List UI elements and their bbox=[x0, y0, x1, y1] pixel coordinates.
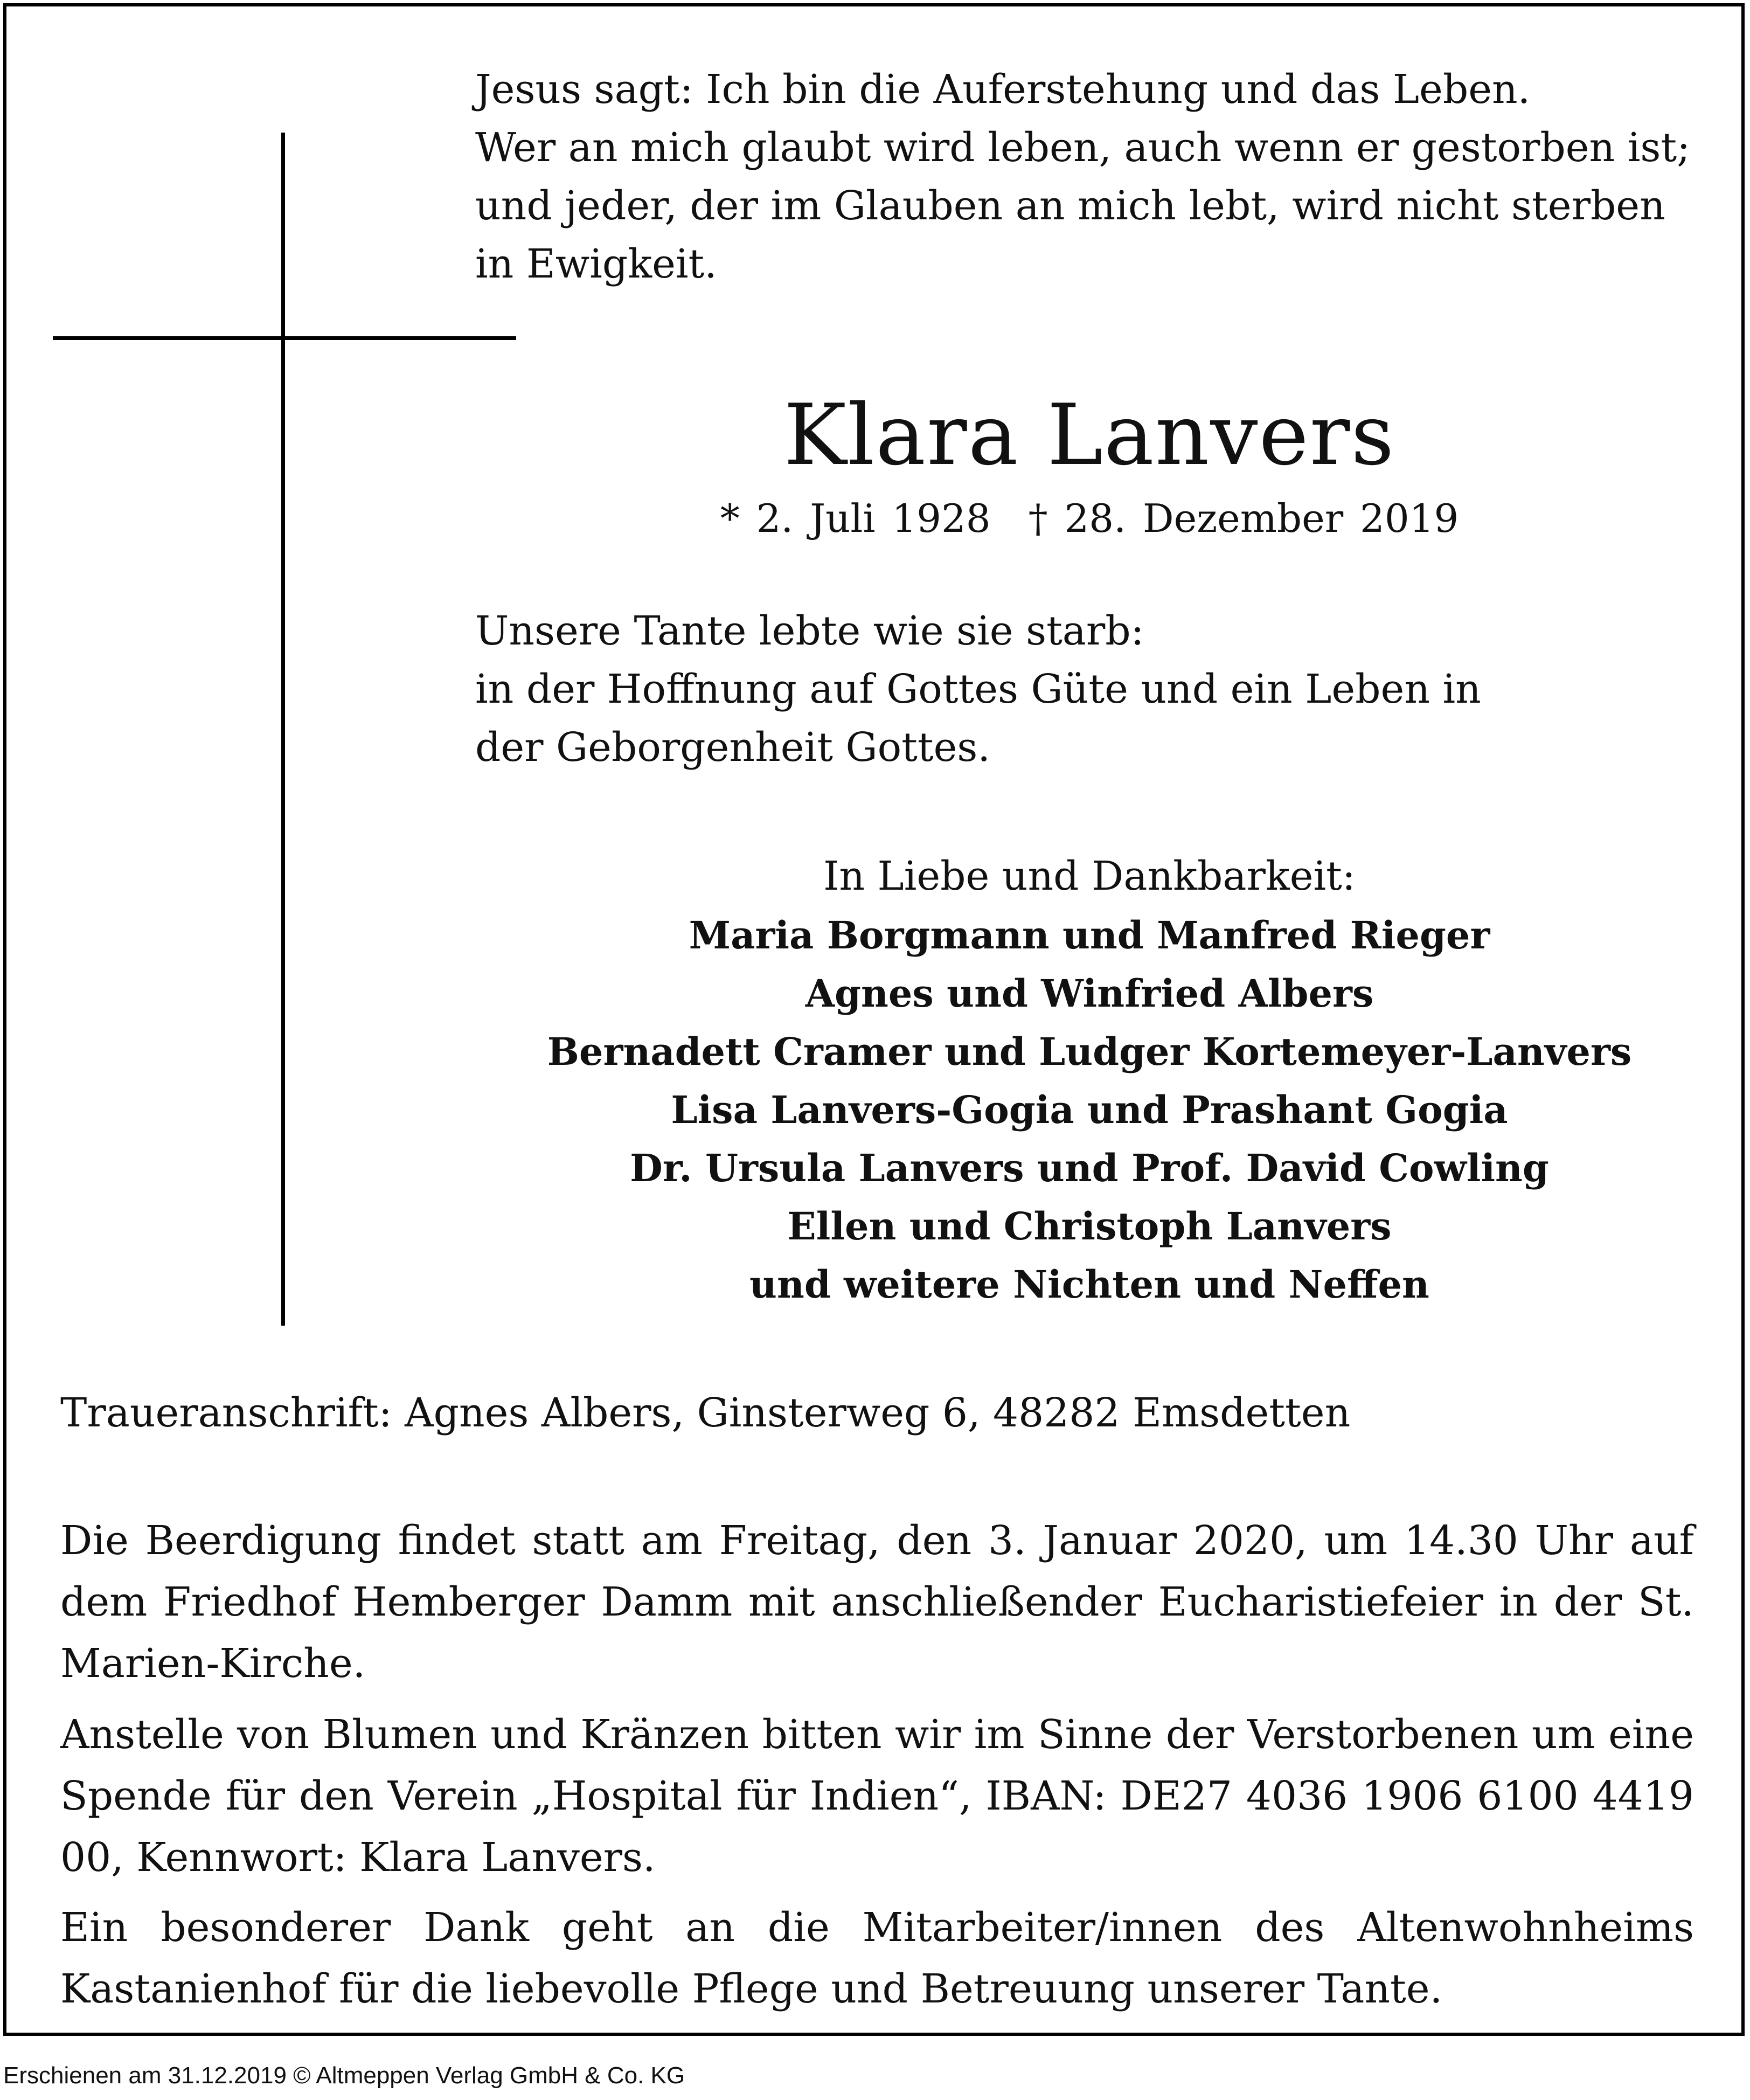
acknowledgement: Ein besonderer Dank geht an die Mitarbeiter/innen des Altenwohnheims Kastanienhof für die liebevolle Pflege und Betreuung unserer Tante. bbox=[60, 1904, 1694, 2012]
mourner-name: Lisa Lanvers-Gogia und Prashant Gogia bbox=[671, 1087, 1508, 1132]
birth-date: * 2. Juli 1928 bbox=[720, 496, 991, 541]
funeral-info: Die Beerdigung findet statt am Freitag, den 3. Januar 2020, um 14.30 Uhr auf dem Friedhof Hemberger Damm mit anschließender Eucharistiefeier in der St. Marien-Kirche. bbox=[60, 1517, 1694, 1687]
cross-crossbar bbox=[53, 336, 516, 340]
death-date: † 28. Dezember 2019 bbox=[1028, 496, 1459, 541]
bible-verse: Jesus sagt: Ich bin die Auferstehung und das Leben. Wer an mich glaubt wird leben, auch wenn er gestorben ist; und jeder, der im Glauben an mich lebt, wird nicht sterben in Ewigkeit. bbox=[475, 66, 1691, 287]
mourners-list bbox=[545, 906, 1634, 1314]
mourner-name: Agnes und Winfried Albers bbox=[805, 971, 1374, 1016]
thanks-line: In Liebe und Dankbarkeit: bbox=[823, 853, 1356, 899]
mourning-address: Traueranschrift: Agnes Albers, Ginsterweg 6, 48282 Emsdetten bbox=[60, 1390, 1351, 1436]
cross-icon bbox=[281, 133, 285, 1326]
mourner-name: Bernadett Cramer und Ludger Kortemeyer-Lanvers bbox=[547, 1029, 1632, 1074]
tribute-text: Unsere Tante lebte wie sie starb: in der Hoffnung auf Gottes Güte und ein Leben in der Geborgenheit Gottes. bbox=[475, 608, 1481, 771]
donation-info: Anstelle von Blumen und Kränzen bitten wir im Sinne der Verstorbenen um eine Spende für den Verein „Hospital für Indien“, IBAN: DE27 4036 1906 6100 4419 00, Kennwort: Klara Lanvers. bbox=[60, 1711, 1694, 1881]
life-dates bbox=[545, 491, 1634, 545]
mourner-name: Ellen und Christoph Lanvers bbox=[787, 1204, 1392, 1249]
mourner-name: Dr. Ursula Lanvers und Prof. David Cowling bbox=[630, 1146, 1549, 1190]
obituary-frame bbox=[3, 3, 1745, 2036]
deceased-name: Klara Lanvers bbox=[783, 386, 1395, 484]
mourner-name: und weitere Nichten und Neffen bbox=[749, 1262, 1429, 1307]
mourner-name: Maria Borgmann und Manfred Rieger bbox=[689, 913, 1490, 958]
publication-footer: Erschienen am 31.12.2019 © Altmeppen Verlag GmbH & Co. KG bbox=[3, 2062, 685, 2089]
